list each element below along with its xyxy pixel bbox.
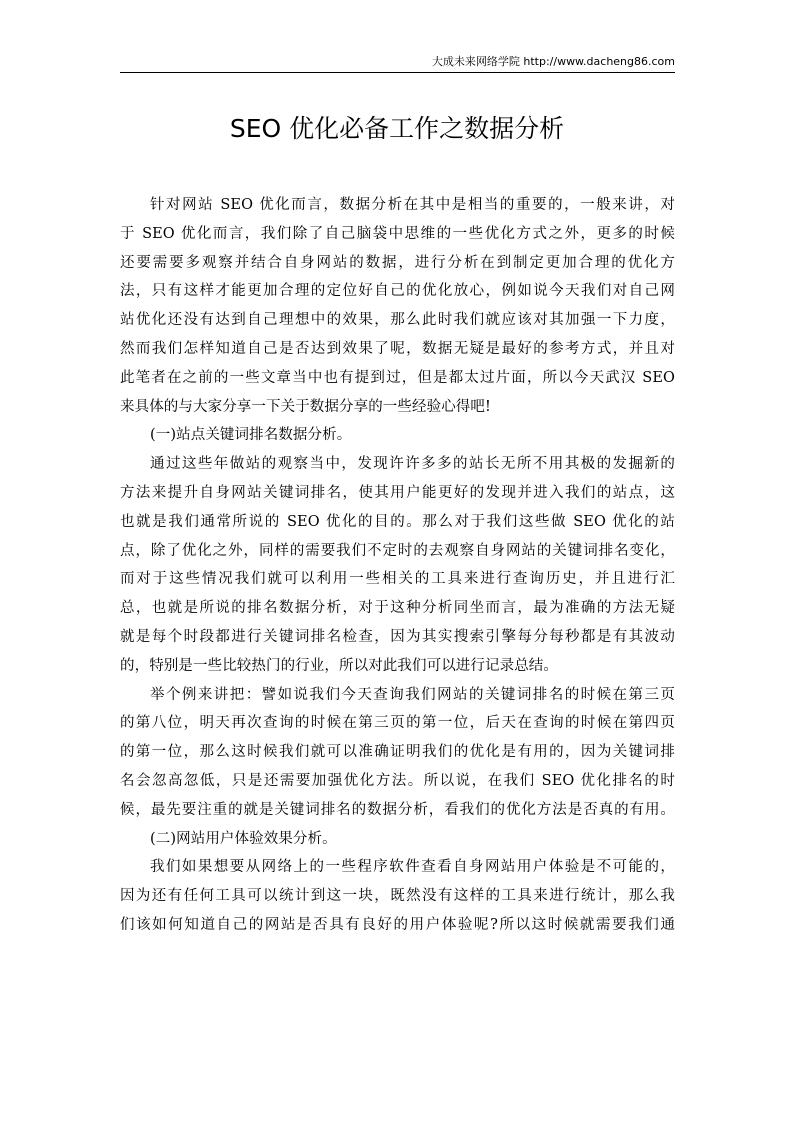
text-line: 也就是我们通常所说的 SEO 优化的目的。那么对于我们这些做 SEO 优化的站 bbox=[120, 513, 675, 530]
text-line: 候，最先要注重的就是关键词排名的数据分析，看我们的优化方法是否真的有用。 bbox=[120, 801, 675, 818]
text-line: 法，只有这样才能更加合理的定位好自己的优化放心，例如说今天我们对自己网 bbox=[120, 283, 675, 300]
page-header bbox=[120, 54, 675, 73]
text-line: 来具体的与大家分享一下关于数据分享的一些经验心得吧! bbox=[120, 398, 491, 415]
text-line: 的第八位，明天再次查询的时候在第三页的第一位，后天在查询的时候在第四页 bbox=[120, 715, 675, 732]
document-body bbox=[120, 191, 675, 940]
text-line: 此笔者在之前的一些文章当中也有提到过，但是都太过片面，所以今天武汉 SEO bbox=[120, 369, 675, 386]
text-line: 点，除了优化之外，同样的需要我们不定时的去观察自身网站的关键词排名变化， bbox=[120, 542, 675, 559]
text-line: 于 SEO 优化而言，我们除了自己脑袋中思维的一些优化方式之外，更多的时候 bbox=[120, 225, 675, 242]
text-line: 总，也就是所说的排名数据分析，对于这种分析同坐而言，最为准确的方法无疑 bbox=[120, 600, 675, 617]
text-line: 我们如果想要从网络上的一些程序软件查看自身网站用户体验是不可能的， bbox=[150, 859, 675, 876]
text-line: 站优化还没有达到自己理想中的效果，那么此时我们就应该对其加强一下力度， bbox=[120, 312, 675, 329]
text-line: 然而我们怎样知道自己是否达到效果了呢，数据无疑是最好的参考方式，并且对 bbox=[120, 340, 675, 357]
text-line: 的第一位，那么这时候我们就可以准确证明我们的优化是有用的，因为关键词排 bbox=[120, 744, 675, 761]
section-heading-2: (二)网站用户体验效果分析。 bbox=[150, 830, 337, 847]
section-heading-1: (一)站点关键词排名数据分析。 bbox=[150, 427, 352, 444]
text-line: 的，特别是一些比较热门的行业，所以对此我们可以进行记录总结。 bbox=[120, 657, 558, 674]
header-site-text: 大成未来网络学院 http://www.dacheng86.com bbox=[431, 55, 675, 68]
text-line: 举个例来讲把：譬如说我们今天查询我们网站的关键词排名的时候在第三页 bbox=[150, 686, 675, 703]
text-line: 们该如何知道自己的网站是否具有良好的用户体验呢?所以这时候就需要我们通 bbox=[120, 916, 675, 933]
text-line: 通过这些年做站的观察当中，发现许许多多的站长无所不用其极的发掘新的 bbox=[150, 456, 675, 473]
page-title: SEO 优化必备工作之数据分析 bbox=[229, 114, 565, 143]
text-line: 名会忽高忽低，只是还需要加强优化方法。所以说，在我们 SEO 优化排名的时 bbox=[120, 772, 675, 789]
text-line: 而对于这些情况我们就可以利用一些相关的工具来进行查询历史，并且进行汇 bbox=[120, 571, 675, 588]
text-line: 方法来提升自身网站关键词排名，使其用户能更好的发现并进入我们的站点，这 bbox=[120, 484, 675, 501]
text-line: 针对网站 SEO 优化而言，数据分析在其中是相当的重要的，一般来讲，对 bbox=[150, 197, 675, 213]
text-line: 因为还有任何工具可以统计到这一块，既然没有这样的工具来进行统计，那么我 bbox=[120, 888, 675, 905]
text-line: 还要需要多观察并结合自身网站的数据，进行分析在到制定更加合理的优化方 bbox=[120, 254, 675, 271]
text-line: 就是每个时段都进行关键词排名检查，因为其实搜索引擎每分每秒都是有其波动 bbox=[120, 628, 675, 645]
